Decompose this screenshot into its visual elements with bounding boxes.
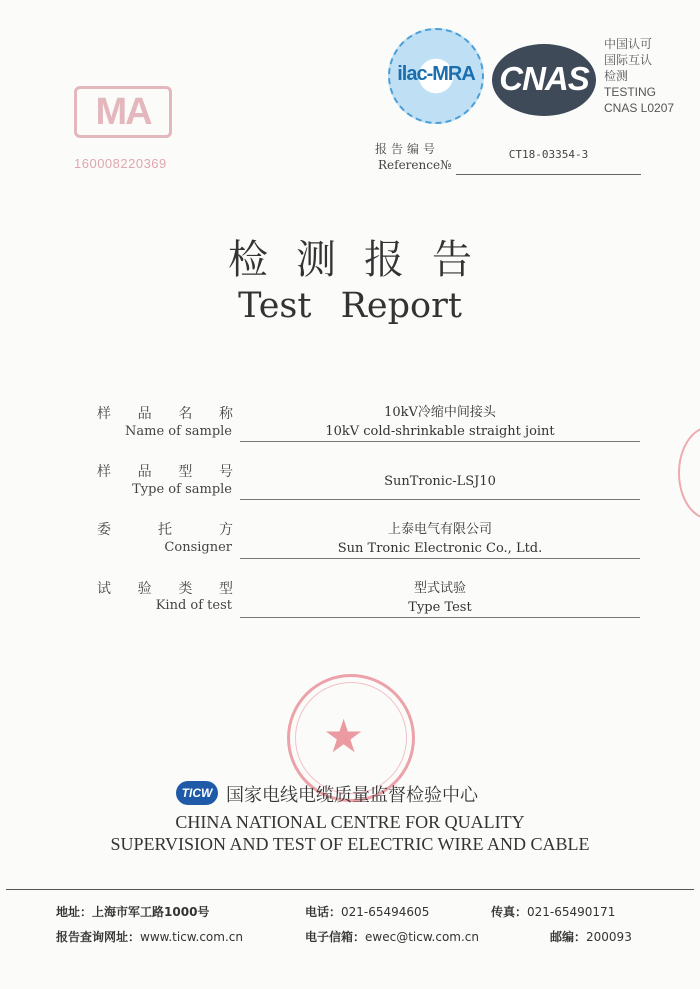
label-char: 方 xyxy=(219,522,233,538)
report-title-en: Test Report xyxy=(238,286,462,326)
cma-mark: MA xyxy=(74,86,172,138)
organization-name-en-line2: SUPERVISION AND TEST OF ELECTRIC WIRE AND CABLE xyxy=(110,834,590,854)
organization-name-en-line1: CHINA NATIONAL CENTRE FOR QUALITY xyxy=(175,812,525,832)
label-char: 类 xyxy=(178,581,193,597)
fax-label: 传真： xyxy=(491,905,528,919)
label-char: 委 xyxy=(97,522,111,538)
label-char: 名 xyxy=(178,406,193,422)
label-char: 品 xyxy=(137,464,152,480)
field-underline xyxy=(240,558,640,559)
label-char: 验 xyxy=(137,581,152,597)
ilac-mra-logo-text: ilac-MRA xyxy=(397,63,475,85)
email-link[interactable]: ewec@ticw.com.cn xyxy=(365,930,480,944)
field-underline xyxy=(240,441,640,442)
sample-name-value-cn: 10kV冷缩中间接头 xyxy=(384,405,496,420)
consigner-value-cn: 上泰电气有限公司 xyxy=(387,522,492,537)
label-char: 称 xyxy=(218,406,233,422)
consigner-value-en: Sun Tronic Electronic Co., Ltd. xyxy=(337,541,543,556)
field-underline xyxy=(240,499,640,500)
label-char: 型 xyxy=(218,581,233,597)
ticw-logo: TICW xyxy=(176,781,218,805)
sample-type-label-cn xyxy=(97,461,233,481)
footer-postcode xyxy=(550,928,632,945)
website-label: 报告查询网址： xyxy=(56,930,141,944)
seal-star-icon: ★ xyxy=(323,709,365,763)
footer-website xyxy=(56,928,243,945)
phone-value: 021-65494605 xyxy=(341,905,430,919)
edge-seal xyxy=(678,426,700,520)
sample-name-value-en: 10kV cold-shrinkable straight joint xyxy=(325,424,555,439)
phone-label: 电话： xyxy=(305,905,342,919)
sample-type-label-en: Type of sample xyxy=(132,482,232,497)
sample-name-label-en: Name of sample xyxy=(125,424,232,439)
cnas-line: 国际互认 xyxy=(604,53,653,67)
cnas-line: TESTING xyxy=(604,85,657,99)
cnas-logo-text: CNAS xyxy=(499,60,589,97)
reference-number: CT18-03354-3 xyxy=(508,148,589,161)
fax-value: 021-65490171 xyxy=(527,905,616,919)
label-char: 号 xyxy=(218,464,233,480)
address-label: 地址： xyxy=(56,905,93,919)
reference-label-cn: 报告编号 xyxy=(375,142,440,156)
cma-number: 160008220369 xyxy=(74,156,167,171)
report-title-cn: 检测报告 xyxy=(228,237,500,283)
reference-underline xyxy=(456,174,641,175)
test-kind-value-en: Type Test xyxy=(408,600,472,615)
consigner-label-cn xyxy=(97,519,233,539)
sample-type-value: SunTronic-LSJ10 xyxy=(384,474,496,489)
cnas-line: 中国认可 xyxy=(604,37,653,51)
label-char: 托 xyxy=(158,522,172,538)
organization-name-cn: 国家电线电缆质量监督检验中心 xyxy=(226,785,478,806)
footer-phone xyxy=(305,903,429,920)
footer-fax xyxy=(491,903,615,920)
address-value: 上海市军工路1000号 xyxy=(92,905,210,919)
sample-name-label-cn xyxy=(97,403,233,423)
postcode-value: 200093 xyxy=(586,930,632,944)
test-kind-label-cn xyxy=(97,578,233,598)
consigner-label-en: Consigner xyxy=(164,540,232,555)
email-label: 电子信箱： xyxy=(305,930,366,944)
footer-address xyxy=(56,903,209,920)
test-kind-label-en: Kind of test xyxy=(155,598,232,613)
label-char: 样 xyxy=(97,406,111,422)
website-link[interactable]: www.ticw.com.cn xyxy=(140,930,243,944)
footer-email xyxy=(305,928,479,945)
cnas-line: 检测 xyxy=(604,69,629,83)
label-char: 品 xyxy=(137,406,152,422)
label-char: 型 xyxy=(178,464,193,480)
footer-divider xyxy=(6,889,694,890)
label-char: 样 xyxy=(97,464,111,480)
reference-label-en: Reference№ xyxy=(378,158,452,172)
cnas-line: CNAS L0207 xyxy=(604,101,675,115)
cnas-accreditation-text xyxy=(604,36,674,116)
postcode-label: 邮编： xyxy=(550,930,587,944)
field-underline xyxy=(240,617,640,618)
label-char: 试 xyxy=(97,581,111,597)
test-kind-value-cn: 型式试验 xyxy=(413,581,466,596)
